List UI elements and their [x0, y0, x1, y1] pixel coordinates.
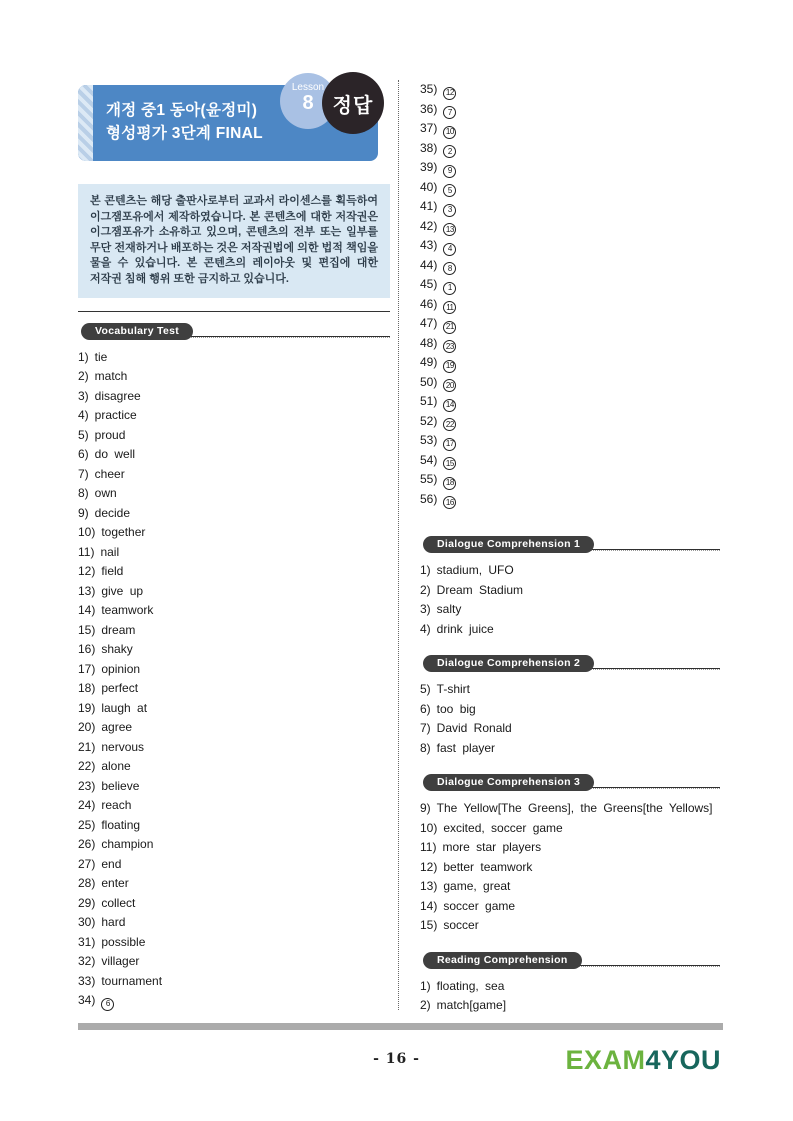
answer-row	[78, 445, 390, 465]
answer-number: 56)	[420, 491, 438, 506]
answer-number: 11)	[420, 840, 437, 854]
answer-text: end	[101, 856, 122, 871]
circled-answer: 11	[443, 301, 456, 314]
answer-number: 30)	[78, 915, 96, 930]
circled-answer: 16	[443, 496, 456, 509]
answer-text: shaky	[101, 642, 133, 657]
answer-text: drink juice	[436, 621, 494, 636]
answer-number: 39)	[420, 160, 438, 174]
answer-text: T-shirt	[436, 682, 471, 696]
answer-row	[420, 490, 720, 510]
answer-number: 19)	[78, 700, 96, 715]
answer-number: 20)	[78, 720, 96, 735]
answer-text: dream	[101, 622, 136, 637]
lesson-label: Lesson	[291, 82, 325, 93]
answer-row	[420, 838, 720, 858]
answer-text: give up	[101, 583, 144, 598]
section-header-dialogue1	[420, 536, 720, 554]
answer-number: 54)	[420, 452, 438, 467]
answer-number: 2)	[78, 369, 89, 384]
answer-number: 1)	[420, 563, 431, 577]
answer-number: 23)	[78, 778, 96, 793]
answer-number: 50)	[420, 374, 438, 389]
answer-text: nail	[100, 544, 120, 559]
answer-text: stadium, UFO	[436, 563, 514, 577]
answer-text: decide	[94, 505, 131, 520]
answer-text: tournament	[101, 973, 163, 988]
answer-text: game, great	[443, 879, 511, 893]
circled-answer: 10	[443, 126, 456, 139]
answer-row	[78, 601, 390, 621]
answer-number: 41)	[420, 199, 438, 213]
answer-text: collect	[101, 895, 136, 910]
answer-number: 21)	[78, 739, 96, 754]
answer-row	[420, 217, 720, 237]
answer-row	[420, 819, 720, 839]
answer-number: 45)	[420, 277, 438, 291]
answer-text: reach	[101, 798, 132, 813]
left-column	[78, 85, 390, 1011]
answer-number: 15)	[420, 918, 438, 932]
circled-answer: 17	[443, 438, 456, 451]
answer-row	[78, 387, 390, 407]
answer-number: 10)	[420, 820, 438, 835]
answer-number: 44)	[420, 257, 438, 272]
answer-number: 16)	[78, 642, 96, 657]
answer-text: own	[94, 486, 117, 501]
answer-number: 18)	[78, 681, 96, 696]
answer-text: believe	[101, 778, 140, 793]
answer-number: 29)	[78, 895, 96, 910]
answer-number: 7)	[420, 721, 431, 735]
answer-row	[420, 916, 720, 936]
answer-number: 5)	[78, 427, 89, 442]
answer-text: enter	[101, 876, 129, 891]
answer-number: 51)	[420, 394, 438, 408]
answer-number: 13)	[420, 879, 438, 893]
answer-text: possible	[101, 934, 146, 949]
column-divider	[398, 80, 399, 1010]
answer-number: 10)	[78, 525, 96, 540]
answer-row	[78, 699, 390, 719]
answer-row	[78, 796, 390, 816]
answer-text: salty	[436, 602, 462, 616]
section-header-dialogue2	[420, 655, 720, 673]
answer-row	[420, 158, 720, 178]
answer-number: 11)	[78, 544, 95, 559]
answer-row	[420, 977, 720, 997]
answer-row	[78, 972, 390, 992]
answer-number: 36)	[420, 101, 438, 116]
answer-number: 12)	[78, 564, 96, 579]
answer-text: teamwork	[101, 603, 154, 618]
answer-row	[420, 470, 720, 490]
dialogue1-answer-list	[420, 561, 720, 639]
answer-text: better teamwork	[443, 859, 533, 874]
answer-row	[78, 874, 390, 894]
answer-number: 26)	[78, 837, 96, 852]
lesson-number: 8	[302, 92, 314, 114]
circled-answer: 19	[443, 360, 456, 373]
circled-answer: 14	[443, 399, 456, 412]
circled-answer: 4	[443, 243, 456, 256]
answer-text: too big	[436, 701, 476, 716]
circled-answer: 22	[443, 418, 456, 431]
answer-number: 13)	[78, 583, 96, 598]
answer-row	[420, 373, 720, 393]
answer-number: 33)	[78, 973, 96, 988]
answer-text: cheer	[94, 466, 125, 481]
answer-text: together	[101, 525, 146, 540]
answer-number: 53)	[420, 433, 438, 447]
answer-row	[78, 582, 390, 602]
answer-row	[420, 412, 720, 432]
circled-answer: 3	[443, 204, 456, 217]
answer-row	[78, 933, 390, 953]
answer-row	[420, 353, 720, 373]
reading-answer-list	[420, 977, 720, 1016]
circled-answer: 15	[443, 457, 456, 470]
answer-row	[78, 738, 390, 758]
answer-number: 14)	[420, 898, 438, 913]
answer-text: field	[101, 564, 124, 579]
answer-text: match	[94, 369, 128, 384]
exam4you-logo	[565, 1045, 721, 1076]
answer-row	[420, 561, 720, 581]
logo-text-teal: 4YOU	[645, 1045, 721, 1075]
vocabulary-answer-list	[78, 348, 390, 1011]
answer-row	[420, 80, 720, 100]
circled-answer: 20	[443, 379, 456, 392]
answer-row	[78, 660, 390, 680]
answer-row	[420, 451, 720, 471]
answer-number: 34)	[78, 993, 96, 1008]
circled-answer: 21	[443, 321, 456, 334]
answer-number: 27)	[78, 856, 96, 871]
answer-text: proud	[94, 427, 126, 442]
answer-row	[420, 139, 720, 159]
answer-text: villager	[101, 954, 140, 969]
answer-number: 40)	[420, 179, 438, 194]
answer-number: 35)	[420, 82, 438, 96]
answer-row	[78, 523, 390, 543]
dialogue3-answer-list	[420, 799, 720, 936]
section-badge-reading: Reading Comprehension	[423, 952, 582, 969]
answer-number: 24)	[78, 798, 96, 813]
answer-row	[420, 295, 720, 315]
answer-number: 9)	[78, 505, 89, 520]
answer-row	[420, 431, 720, 451]
answer-row	[78, 640, 390, 660]
answer-row	[78, 543, 390, 563]
footer-divider-bar	[78, 1023, 723, 1030]
section-badge-dialogue2: Dialogue Comprehension 2	[423, 655, 594, 672]
answer-number: 6)	[420, 701, 431, 716]
answer-number: 5)	[420, 682, 431, 696]
answer-row	[78, 348, 390, 368]
answer-row	[420, 119, 720, 139]
dialogue2-answer-list	[420, 680, 720, 758]
answer-text: disagree	[94, 388, 141, 403]
logo-text-green: EXAM	[565, 1045, 646, 1075]
answer-text: soccer	[443, 918, 479, 932]
circled-answer: 7	[443, 106, 456, 119]
answer-number: 9)	[420, 801, 431, 815]
answer-number: 25)	[78, 817, 96, 832]
circled-answer: 5	[443, 184, 456, 197]
answer-text: alone	[101, 759, 131, 774]
answer-row	[78, 777, 390, 797]
circled-answer: 2	[443, 145, 456, 158]
answer-text: The Yellow[The Greens], the Greens[the Yellows]	[436, 801, 713, 815]
answer-row	[78, 406, 390, 426]
section-badge-dialogue1: Dialogue Comprehension 1	[423, 536, 594, 553]
answer-row	[78, 816, 390, 836]
answer-row	[420, 996, 720, 1016]
answer-text: agree	[101, 720, 133, 735]
answer-number: 22)	[78, 759, 96, 774]
circled-answer: 6	[101, 998, 114, 1011]
section-header-vocabulary	[78, 323, 390, 341]
answer-row	[420, 680, 720, 700]
answer-text: Dream Stadium	[436, 582, 524, 597]
circled-answer: 23	[443, 340, 456, 353]
page-number: - 16 -	[373, 1051, 420, 1067]
answer-text: tie	[94, 349, 108, 364]
answer-text: practice	[94, 408, 137, 423]
section-badge-dialogue3: Dialogue Comprehension 3	[423, 774, 594, 791]
section-header-reading	[420, 952, 720, 970]
copyright-notice: 본 콘텐츠는 해당 출판사로부터 교과서 라이센스를 획득하여 이그잼포유에서 제작하였습니다. 본 콘텐츠에 대한 저작권은 이그잼포유가 소유하고 있으며, 콘텐츠의 전부 또는 일부를 무단 전재하거나 배포하는 것은 저작권법에 의한 법적 책임을 물을 수 있습니다. 본 콘텐츠의 레이아웃 및 편집에 대한 저작권 침해 행위 또한 금지하고 있습니다.	[78, 184, 390, 298]
answer-number: 3)	[78, 388, 89, 403]
circled-answer: 9	[443, 165, 456, 178]
circled-answer-list	[420, 80, 720, 509]
answer-row	[78, 835, 390, 855]
answer-row	[420, 858, 720, 878]
answer-number: 48)	[420, 335, 438, 350]
answer-text: David Ronald	[436, 721, 512, 735]
answer-row	[420, 600, 720, 620]
answer-row	[78, 913, 390, 933]
answer-row	[78, 679, 390, 699]
answer-text: floating	[101, 817, 141, 832]
answer-number: 37)	[420, 121, 438, 135]
answer-row	[78, 426, 390, 446]
answer-row	[420, 719, 720, 739]
circled-answer: 18	[443, 477, 456, 490]
answer-text: soccer game	[443, 898, 516, 913]
answer-row	[78, 465, 390, 485]
answer-number: 2)	[420, 998, 431, 1012]
answer-row	[420, 275, 720, 295]
answer-text: champion	[101, 837, 154, 852]
answer-text: more star players	[442, 840, 542, 854]
answer-row	[78, 894, 390, 914]
answer-text: floating, sea	[436, 978, 505, 993]
answer-number: 47)	[420, 316, 438, 330]
answer-row	[420, 620, 720, 640]
answer-badge: 정답	[322, 72, 384, 134]
answer-row	[420, 100, 720, 120]
answer-row	[420, 197, 720, 217]
answer-number: 6)	[78, 447, 89, 462]
answer-row	[78, 484, 390, 504]
answer-row	[420, 236, 720, 256]
answer-row	[78, 562, 390, 582]
answer-text: do well	[94, 447, 136, 462]
answer-text: fast player	[436, 740, 496, 755]
answer-row	[78, 718, 390, 738]
circled-answer: 1	[443, 282, 456, 295]
answer-number: 4)	[420, 621, 431, 636]
answer-row	[78, 991, 390, 1011]
answer-row	[78, 621, 390, 641]
answer-row	[78, 367, 390, 387]
answer-number: 43)	[420, 238, 438, 252]
answer-row	[420, 897, 720, 917]
answer-number: 12)	[420, 859, 438, 874]
page-title-line2: 형성평가 3단계 FINAL	[106, 125, 263, 142]
answer-number: 38)	[420, 140, 438, 155]
circled-answer: 12	[443, 87, 456, 100]
answer-row	[420, 314, 720, 334]
answer-row	[420, 877, 720, 897]
circled-answer: 13	[443, 223, 456, 236]
answer-number: 49)	[420, 355, 438, 369]
answer-number: 7)	[78, 466, 89, 481]
answer-number: 28)	[78, 876, 96, 891]
answer-number: 2)	[420, 582, 431, 597]
answer-text: laugh at	[101, 700, 148, 715]
answer-row	[420, 700, 720, 720]
answer-number: 14)	[78, 603, 96, 618]
answer-row	[78, 757, 390, 777]
answer-row	[78, 855, 390, 875]
answer-number: 3)	[420, 602, 431, 616]
answer-number: 4)	[78, 408, 89, 423]
answer-text: perfect	[101, 681, 139, 696]
answer-text: match[game]	[436, 998, 507, 1012]
answer-number: 31)	[78, 934, 96, 949]
answer-number: 46)	[420, 296, 438, 311]
answer-row	[420, 739, 720, 759]
answer-number: 15)	[78, 622, 96, 637]
answer-row	[420, 178, 720, 198]
answer-row	[420, 256, 720, 276]
answer-number: 17)	[78, 661, 96, 676]
answer-number: 8)	[78, 486, 89, 501]
answer-number: 42)	[420, 218, 438, 233]
answer-number: 1)	[420, 978, 431, 993]
answer-text: nervous	[101, 739, 145, 754]
answer-number: 52)	[420, 413, 438, 428]
answer-text: hard	[101, 915, 126, 930]
answer-number: 8)	[420, 740, 431, 755]
answer-text: excited, soccer game	[443, 820, 563, 835]
horizontal-rule	[78, 311, 390, 312]
page-title-line1: 개정 중1 동아(윤정미)	[106, 102, 258, 119]
answer-number: 55)	[420, 472, 438, 486]
answer-row	[420, 334, 720, 354]
section-header-dialogue3	[420, 774, 720, 792]
answer-row	[78, 504, 390, 524]
answer-row	[420, 392, 720, 412]
answer-row	[420, 581, 720, 601]
section-badge-vocabulary: Vocabulary Test	[81, 323, 193, 340]
circled-answer: 8	[443, 262, 456, 275]
answer-number: 1)	[78, 349, 89, 364]
answer-text: opinion	[101, 661, 141, 676]
right-column	[420, 80, 720, 1016]
answer-row	[420, 799, 720, 819]
answer-number: 32)	[78, 954, 96, 969]
answer-row	[78, 952, 390, 972]
